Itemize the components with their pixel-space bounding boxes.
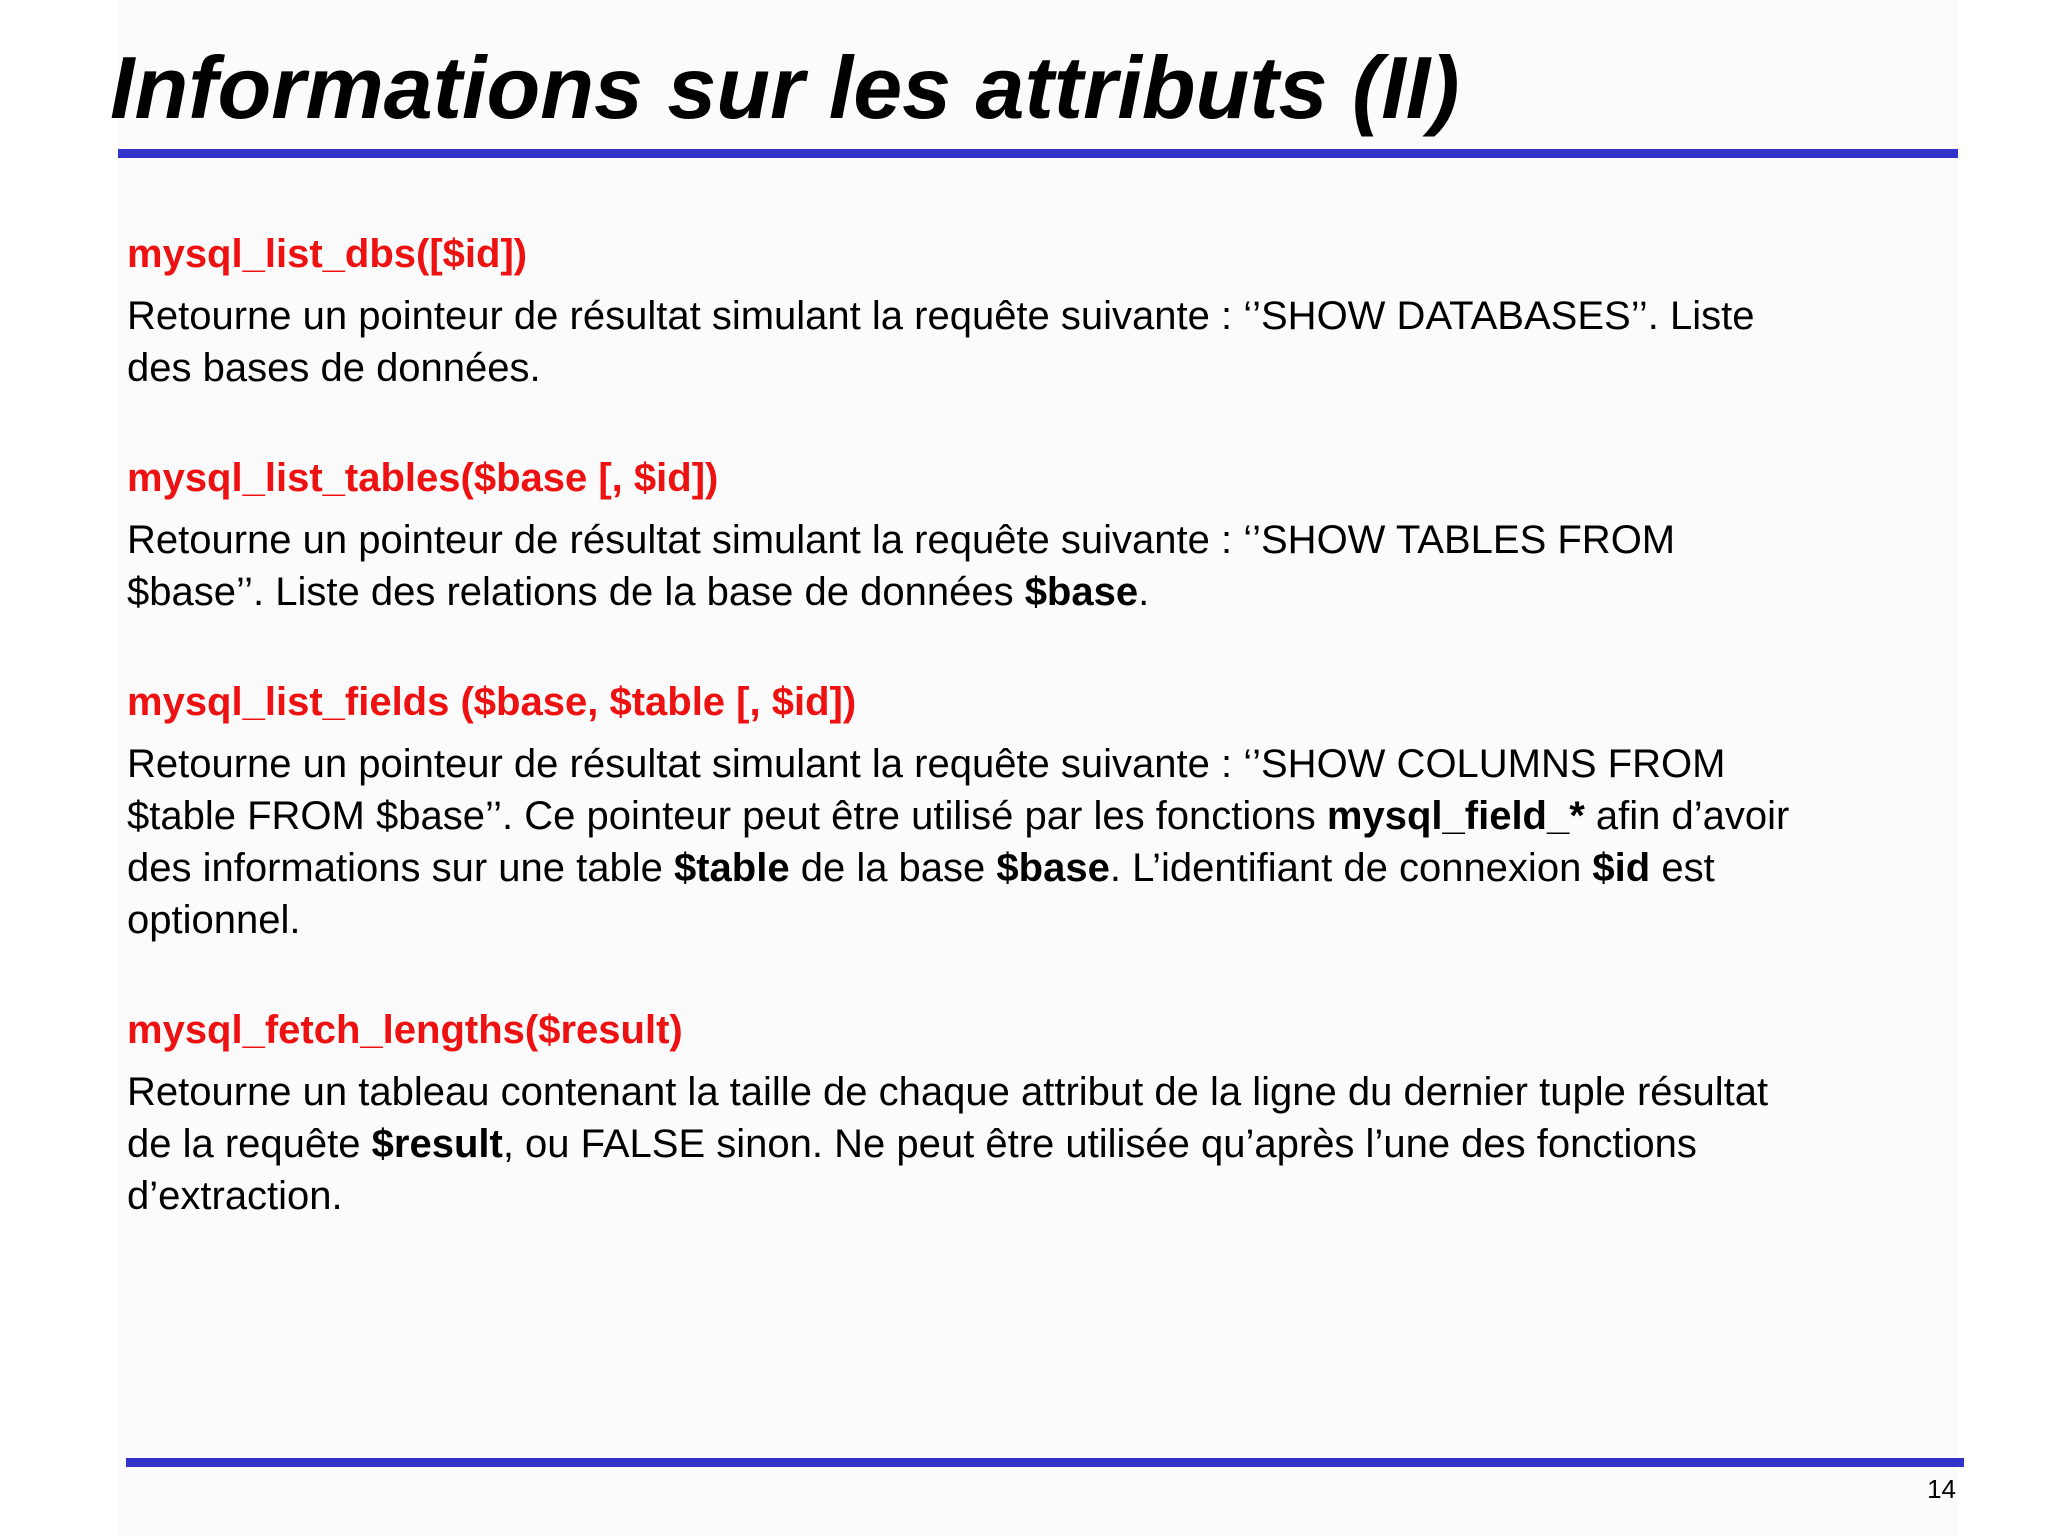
title-divider [118,149,1958,158]
function-signature: mysql_list_dbs([$id]) [127,232,528,276]
footer-divider [126,1458,1964,1467]
description-text: Retourne un pointeur de résultat simulant la requête suivante : ‘’SHOW DATABASES’’. Liste [127,294,1755,338]
description-text: . [1138,570,1150,614]
description-text: . L’identifiant de connexion [1109,846,1593,890]
description-text: est [1650,846,1715,890]
function-description [127,1066,1947,1222]
description-code-term: $id [1592,846,1651,890]
function-description [127,290,1947,394]
description-text: $table FROM $base’’. Ce pointeur peut être utilisé par les fonctions [127,794,1327,838]
description-code-term: $base [1024,570,1139,614]
description-code-term: $result [371,1122,503,1166]
description-text: de la requête [127,1122,372,1166]
function-list [127,228,1947,1280]
function-description [127,738,1947,946]
description-text: afin d’avoir [1584,794,1790,838]
description-text: des informations sur une table [127,846,674,890]
function-signature: mysql_list_tables($base [, $id]) [127,456,719,500]
description-text: de la base [789,846,997,890]
description-code-term: $table [673,846,790,890]
description-text: Retourne un tableau contenant la taille de chaque attribut de la ligne du dernier tuple résultat [127,1070,1769,1114]
function-section [127,452,1947,618]
description-text: des bases de données. [127,346,541,390]
description-code-term: mysql_field_* [1326,794,1585,838]
description-text: optionnel. [127,898,301,942]
function-section [127,228,1947,394]
function-signature: mysql_list_fields ($base, $table [, $id]) [127,680,857,724]
description-text: $base’’. Liste des relations de la base de données [127,570,1025,614]
description-code-term: $base [996,846,1110,890]
description-text: Retourne un pointeur de résultat simulant la requête suivante : ‘’SHOW TABLES FROM [127,518,1676,562]
page-number: 14 [1927,1474,1956,1504]
function-section [127,1004,1947,1222]
function-section [127,676,1947,946]
description-text: Retourne un pointeur de résultat simulant la requête suivante : ‘’SHOW COLUMNS FROM [127,742,1726,786]
slide-title: Informations sur les attributs (II) [110,38,1460,137]
description-text: , ou FALSE sinon. Ne peut être utilisée qu’après l’une des fonctions [502,1122,1697,1166]
description-text: d’extraction. [127,1174,343,1218]
function-description [127,514,1947,618]
function-signature: mysql_fetch_lengths($result) [127,1008,683,1052]
